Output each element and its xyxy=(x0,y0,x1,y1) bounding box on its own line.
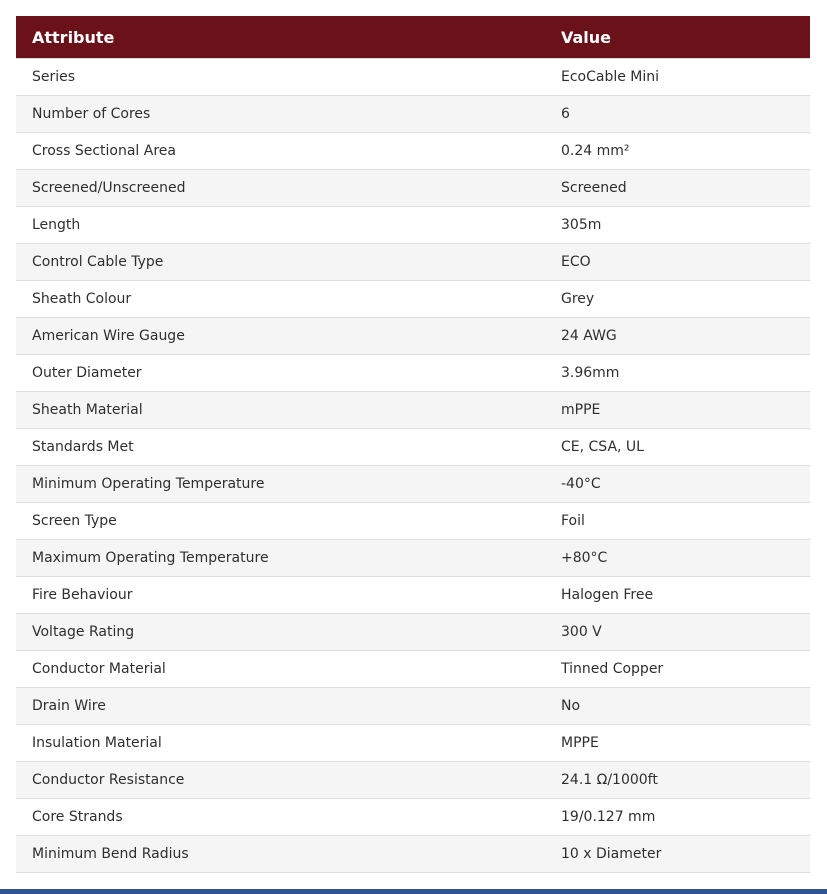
table-row xyxy=(16,207,810,244)
value-cell: Halogen Free xyxy=(545,577,810,614)
attribute-cell: Minimum Bend Radius xyxy=(16,836,545,873)
value-cell: ECO xyxy=(545,244,810,281)
attribute-cell: Control Cable Type xyxy=(16,244,545,281)
attribute-cell: Sheath Colour xyxy=(16,281,545,318)
table-row xyxy=(16,59,810,96)
table-body xyxy=(16,59,810,873)
table-row xyxy=(16,836,810,873)
attribute-cell: Screened/Unscreened xyxy=(16,170,545,207)
value-cell: CE, CSA, UL xyxy=(545,429,810,466)
table-row xyxy=(16,429,810,466)
value-cell: No xyxy=(545,688,810,725)
attribute-cell: Core Strands xyxy=(16,799,545,836)
table-row xyxy=(16,318,810,355)
value-cell: 305m xyxy=(545,207,810,244)
attribute-cell: Minimum Operating Temperature xyxy=(16,466,545,503)
attribute-cell: Number of Cores xyxy=(16,96,545,133)
table-row xyxy=(16,614,810,651)
table-row xyxy=(16,577,810,614)
table-header-row xyxy=(16,16,810,59)
table-row xyxy=(16,355,810,392)
attribute-cell: Cross Sectional Area xyxy=(16,133,545,170)
attribute-cell: Conductor Material xyxy=(16,651,545,688)
value-cell: 10 x Diameter xyxy=(545,836,810,873)
attribute-cell: Screen Type xyxy=(16,503,545,540)
attribute-cell: Voltage Rating xyxy=(16,614,545,651)
value-cell: 24 AWG xyxy=(545,318,810,355)
value-cell: mPPE xyxy=(545,392,810,429)
value-cell: 3.96mm xyxy=(545,355,810,392)
value-cell: EcoCable Mini xyxy=(545,59,810,96)
table-row xyxy=(16,170,810,207)
specifications-table xyxy=(16,16,810,873)
value-cell: 6 xyxy=(545,96,810,133)
attribute-cell: Length xyxy=(16,207,545,244)
value-cell: Foil xyxy=(545,503,810,540)
table-row xyxy=(16,762,810,799)
table-row xyxy=(16,688,810,725)
attribute-cell: Conductor Resistance xyxy=(16,762,545,799)
table-row xyxy=(16,540,810,577)
table-row xyxy=(16,392,810,429)
attribute-cell: American Wire Gauge xyxy=(16,318,545,355)
table-row xyxy=(16,651,810,688)
table-row xyxy=(16,466,810,503)
attribute-cell: Drain Wire xyxy=(16,688,545,725)
value-cell: Tinned Copper xyxy=(545,651,810,688)
value-cell: Grey xyxy=(545,281,810,318)
table-row xyxy=(16,725,810,762)
attribute-cell: Insulation Material xyxy=(16,725,545,762)
value-cell: 300 V xyxy=(545,614,810,651)
value-cell: 19/0.127 mm xyxy=(545,799,810,836)
value-column-header: Value xyxy=(545,16,810,59)
attribute-cell: Sheath Material xyxy=(16,392,545,429)
table-row xyxy=(16,133,810,170)
value-cell: -40°C xyxy=(545,466,810,503)
value-cell: Screened xyxy=(545,170,810,207)
table-row xyxy=(16,503,810,540)
attribute-column-header: Attribute xyxy=(16,16,545,59)
value-cell: +80°C xyxy=(545,540,810,577)
value-cell: 0.24 mm² xyxy=(545,133,810,170)
attribute-cell: Maximum Operating Temperature xyxy=(16,540,545,577)
value-cell: 24.1 Ω/1000ft xyxy=(545,762,810,799)
attribute-cell: Outer Diameter xyxy=(16,355,545,392)
table-row xyxy=(16,244,810,281)
attribute-cell: Fire Behaviour xyxy=(16,577,545,614)
value-cell: MPPE xyxy=(545,725,810,762)
bottom-bar xyxy=(0,889,827,894)
table-row xyxy=(16,799,810,836)
attribute-cell: Standards Met xyxy=(16,429,545,466)
attribute-cell: Series xyxy=(16,59,545,96)
table-row xyxy=(16,281,810,318)
table-row xyxy=(16,96,810,133)
